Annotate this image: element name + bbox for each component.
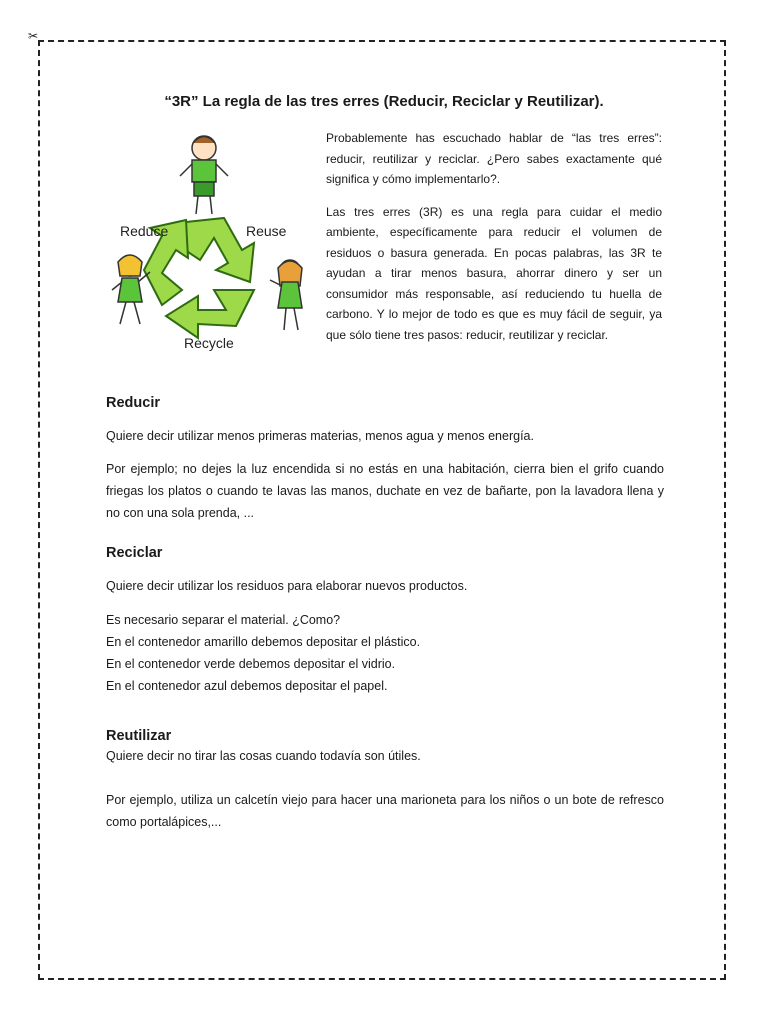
recycle-label: Recycle	[184, 335, 234, 351]
intro-text	[326, 128, 662, 357]
section-reutilizar	[106, 728, 664, 833]
section-heading: Reducir	[106, 395, 160, 411]
section-heading: Reciclar	[106, 545, 163, 561]
recycle-illustration	[104, 130, 304, 355]
section-paragraph: Quiere decir utilizar los residuos para elaborar nuevos productos.	[106, 579, 468, 593]
girl-figure-left	[112, 255, 150, 324]
list-item: En el contenedor azul debemos depositar el papel.	[106, 679, 388, 693]
section-paragraph: Por ejemplo; no dejes la luz encendida si no estás en una habitación, cierra bien el grifo cuando friegas los platos o cuando te lavas las manos, duchate en vez de bañarte, pon la lavadora llena y no con una sola prenda, ...	[106, 462, 664, 520]
scissors-icon: ✂	[28, 29, 39, 43]
list-item: En el contenedor verde debemos depositar el vidrio.	[106, 657, 396, 671]
section-reducir	[106, 395, 664, 524]
section-reciclar	[106, 545, 664, 697]
section-heading: Reutilizar	[106, 728, 172, 744]
boy-figure	[180, 136, 228, 214]
section-paragraph: Quiere decir utilizar menos primeras materias, menos agua y menos energía.	[106, 429, 534, 443]
section-paragraph: Por ejemplo, utiliza un calcetín viejo para hacer una marioneta para los niños o un bote de refresco como portalápices,...	[106, 793, 664, 829]
intro-paragraph-1: Probablemente has escuchado hablar de “las tres erres”: reducir, reutilizar y reciclar. ¿Pero sabes exactamente qué significa y cómo implementarlo?.	[326, 131, 662, 186]
girl-figure-right	[270, 260, 302, 330]
document-title: “3R” La regla de las tres erres (Reducir, Reciclar y Reutilizar).	[164, 93, 604, 110]
section-paragraph: Quiere decir no tirar las cosas cuando todavía son útiles.	[106, 749, 421, 763]
list-item: Es necesario separar el material. ¿Como?	[106, 613, 341, 627]
reuse-label: Reuse	[246, 223, 287, 239]
reduce-label: Reduce	[120, 223, 169, 239]
list-item: En el contenedor amarillo debemos depositar el plástico.	[106, 635, 421, 649]
intro-paragraph-2: Las tres erres (3R) es una regla para cuidar el medio ambiente, específicamente para reducir el volumen de residuos o basura generada. En pocas palabras, las 3R te ayudan a tirar menos basura, ahorrar dinero y ser un consumidor más responsable, así reduciendo tu huella de carbono. Y lo mejor de todo es que es muy fácil de seguir, ya que sólo tiene tres pasos: reducir, reutilizar y reciclar.	[326, 204, 662, 342]
